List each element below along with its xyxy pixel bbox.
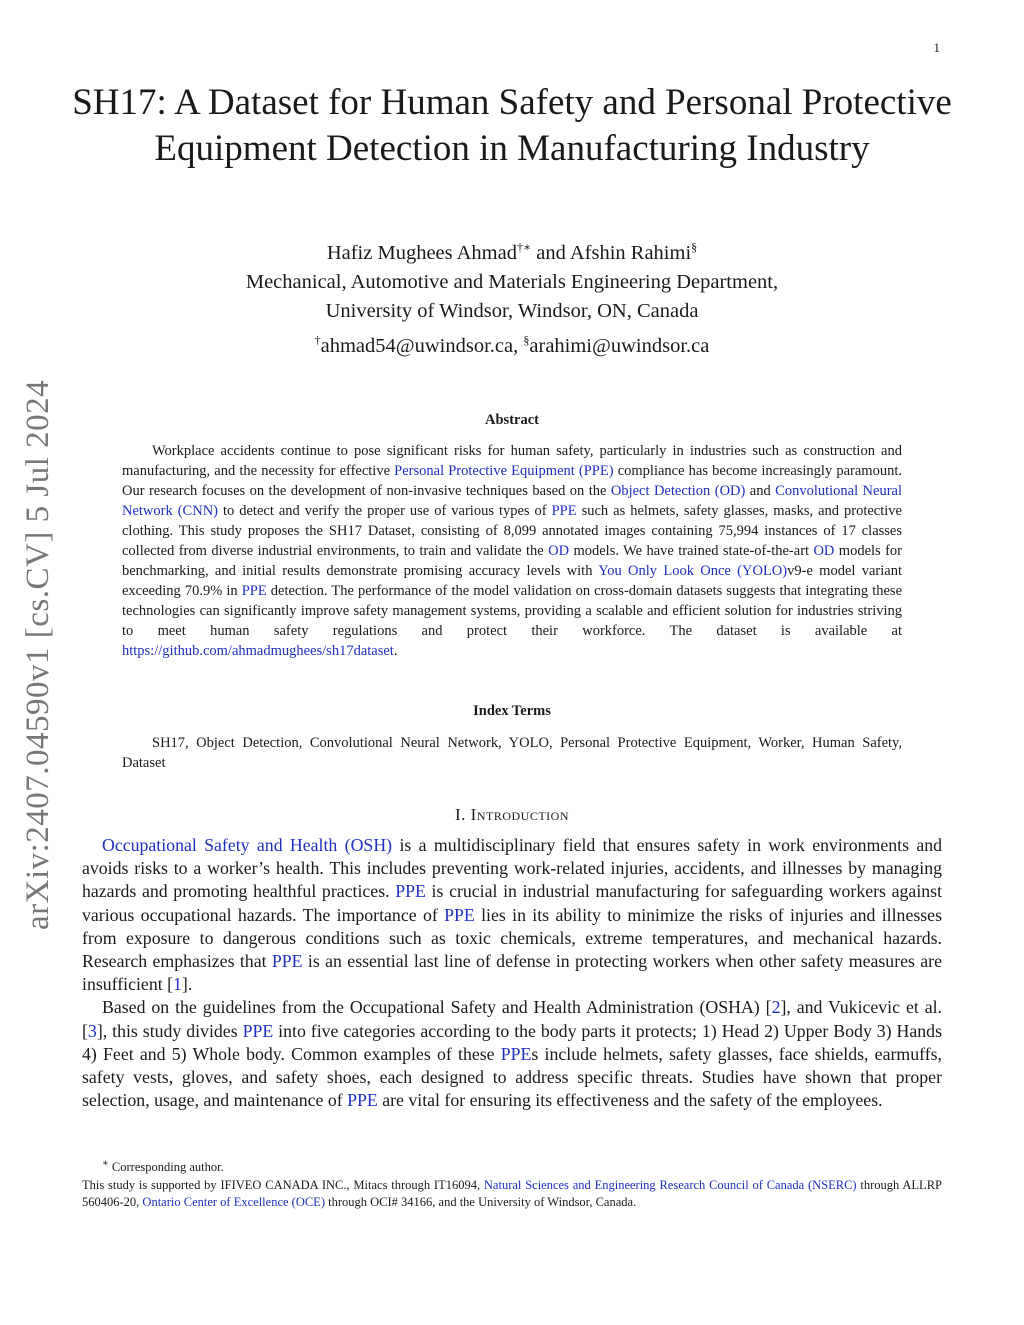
footnotes bbox=[82, 1155, 942, 1212]
abstract-text: models. We have trained state-of-the-art bbox=[569, 543, 814, 559]
index-terms-heading: Index Terms bbox=[473, 703, 551, 719]
affiliation: University of Windsor, Windsor, ON, Canada bbox=[325, 299, 699, 322]
acronym-link[interactable]: OD bbox=[548, 543, 570, 559]
section-title: Introduction bbox=[470, 805, 569, 824]
acronym-link[interactable]: You Only Look Once (YOLO) bbox=[598, 563, 788, 579]
paragraph bbox=[82, 834, 942, 996]
acronym-link[interactable]: PPE bbox=[242, 1020, 274, 1041]
acronym-link[interactable]: Personal Protective Equipment (PPE) bbox=[394, 463, 614, 479]
abstract-text: models for benchmarking, and initial results demonstrate promising accuracy levels with bbox=[122, 543, 902, 579]
footnote-text: Corresponding author. bbox=[108, 1160, 224, 1175]
author-name: Afshin Rahimi bbox=[569, 241, 692, 264]
abstract-heading: Abstract bbox=[485, 412, 539, 428]
acronym-link[interactable]: PPE bbox=[444, 904, 475, 925]
abstract-text: and bbox=[745, 483, 776, 499]
paragraph-text: ], this study divides bbox=[96, 1020, 243, 1041]
paragraph-text: is a multidisciplinary field that ensures safety in work environments and avoids risks to a worker’s health. This includes preventing work-related injuries, accidents, and illnesses by managing hazards and promoting healthful practices. bbox=[82, 835, 943, 902]
footnote-corresponding bbox=[82, 1155, 942, 1177]
author-mark: †∗ bbox=[516, 240, 532, 254]
acronym-link[interactable]: Convolutional Neural Network (CNN) bbox=[122, 483, 903, 519]
acronym-link[interactable]: PPE bbox=[347, 1090, 378, 1111]
email-line bbox=[60, 326, 964, 361]
introduction-body bbox=[82, 834, 942, 1112]
abstract-text: compliance has become increasingly paramount. Our research focuses on the development of non-invasive techniques based on the bbox=[122, 463, 902, 499]
arxiv-stamp: arXiv:2407.04590v1 [cs.CV] 5 Jul 2024 bbox=[20, 379, 56, 930]
section-numeral: I. bbox=[455, 805, 471, 824]
page-number: 1 bbox=[933, 40, 940, 55]
paragraph-text: is an essential last line of defense in protecting workers when other safety measures are insufficient [ bbox=[82, 951, 942, 995]
acronym-link[interactable]: Occupational Safety and Health (OSH) bbox=[102, 835, 393, 855]
footnote-text: through OCI# 34166, and the University of Windsor, Canada. bbox=[324, 1195, 637, 1210]
paragraph-text: into five categories according to the body parts it protects; 1) Head 2) Upper Body 3) Hands 4) Feet and 5) Whole body. Common examples of these bbox=[82, 1020, 942, 1064]
paragraph-text: ], and Vukicevic et al. [ bbox=[82, 997, 942, 1041]
acronym-link[interactable]: PPE bbox=[395, 881, 426, 902]
footnote-mark: ∗ bbox=[102, 1158, 109, 1169]
citation-link[interactable]: 3 bbox=[87, 1020, 97, 1041]
email-mark: § bbox=[523, 332, 530, 347]
email: arahimi@uwindsor.ca bbox=[529, 334, 710, 357]
abstract-text: v9-e model variant exceeding 70.9% in bbox=[122, 563, 902, 599]
affiliation: Mechanical, Automotive and Materials Engineering Department, bbox=[245, 270, 779, 293]
acronym-link[interactable]: Natural Sciences and Engineering Research Council of Canada (NSERC) bbox=[483, 1177, 857, 1192]
acronym-link[interactable]: OD bbox=[813, 543, 835, 559]
email-mark: † bbox=[314, 332, 321, 347]
paragraph-text: lies in its ability to minimize the risks of injuries and illnesses from exposure to dangerous conditions such as toxic chemicals, extreme temperatures, and mechanical hazards. Research emphasizes that bbox=[82, 904, 942, 972]
acronym-link[interactable]: PPE bbox=[500, 1043, 532, 1064]
citation-link[interactable]: 1 bbox=[173, 974, 182, 995]
abstract-text: to detect and verify the proper use of various types of bbox=[218, 503, 552, 519]
author-mark: § bbox=[691, 240, 698, 254]
abstract-text: such as helmets, safety glasses, masks, and protective clothing. This study proposes the SH17 Dataset, consisting of 8,099 annotated images containing 75,994 instances of 17 classes collected from diverse industrial environments, to train and validate the bbox=[122, 503, 902, 559]
dataset-url-link[interactable]: https://github.com/ahmadmughees/sh17dataset bbox=[122, 643, 394, 659]
paragraph-text: is crucial in industrial manufacturing for safeguarding workers against various occupational hazards. The importance of bbox=[82, 881, 943, 925]
author-block bbox=[60, 233, 964, 361]
index-terms-body: SH17, Object Detection, Convolutional Neural Network, YOLO, Personal Protective Equipment, Worker, Human Safety, Dataset bbox=[122, 735, 902, 771]
paragraph bbox=[82, 996, 942, 1112]
citation-link[interactable]: 2 bbox=[771, 997, 781, 1018]
paragraph-text: Based on the guidelines from the Occupational Safety and Health Administration (OSHA) [ bbox=[102, 997, 772, 1018]
abstract-text: . bbox=[393, 643, 398, 659]
email: ahmad54@uwindsor.ca, bbox=[320, 334, 524, 357]
footnote-text: through ALLRP 560406-20, bbox=[82, 1177, 942, 1210]
acronym-link[interactable]: Object Detection (OD) bbox=[610, 483, 746, 499]
paper-title: SH17: A Dataset for Human Safety and Personal Protective Equipment Detection in Manufacturing Industry bbox=[72, 82, 952, 169]
author-name: Hafiz Mughees Ahmad bbox=[326, 241, 517, 264]
footnote-text: This study is supported by IFIVEO CANADA INC., Mitacs through IT16094, bbox=[82, 1177, 484, 1192]
section-heading bbox=[82, 805, 942, 825]
paragraph-text: s include helmets, safety glasses, face shields, earmuffs, safety vests, gloves, and safety shoes, each designed to address specific threats. Studies have shown that proper selection, usage, and maintenance of bbox=[82, 1043, 942, 1111]
footnote-funding bbox=[82, 1177, 942, 1212]
paragraph-text: ]. bbox=[181, 974, 193, 995]
acronym-link[interactable]: PPE bbox=[271, 951, 303, 972]
acronym-link[interactable]: PPE bbox=[551, 503, 577, 519]
acronym-link[interactable]: Ontario Center of Excellence (OCE) bbox=[142, 1195, 325, 1210]
abstract-text: detection. The performance of the model validation on cross-domain datasets suggests that integrating these technologies can significantly improve safety management systems, providing a scalable and efficient solution for industries striving to meet human safety regulations and protect their workforce. The dataset is available at bbox=[122, 583, 903, 639]
acronym-link[interactable]: PPE bbox=[241, 583, 267, 599]
abstract-text: Workplace accidents continue to pose significant risks for human safety, particularly in industries such as construction and manufacturing, and the necessity for effective bbox=[122, 443, 902, 479]
paragraph-text: are vital for ensuring its effectiveness and the safety of the employees. bbox=[377, 1090, 883, 1111]
abstract-body bbox=[122, 441, 902, 661]
author-conjunction: and bbox=[531, 241, 570, 264]
author-line bbox=[60, 233, 964, 268]
